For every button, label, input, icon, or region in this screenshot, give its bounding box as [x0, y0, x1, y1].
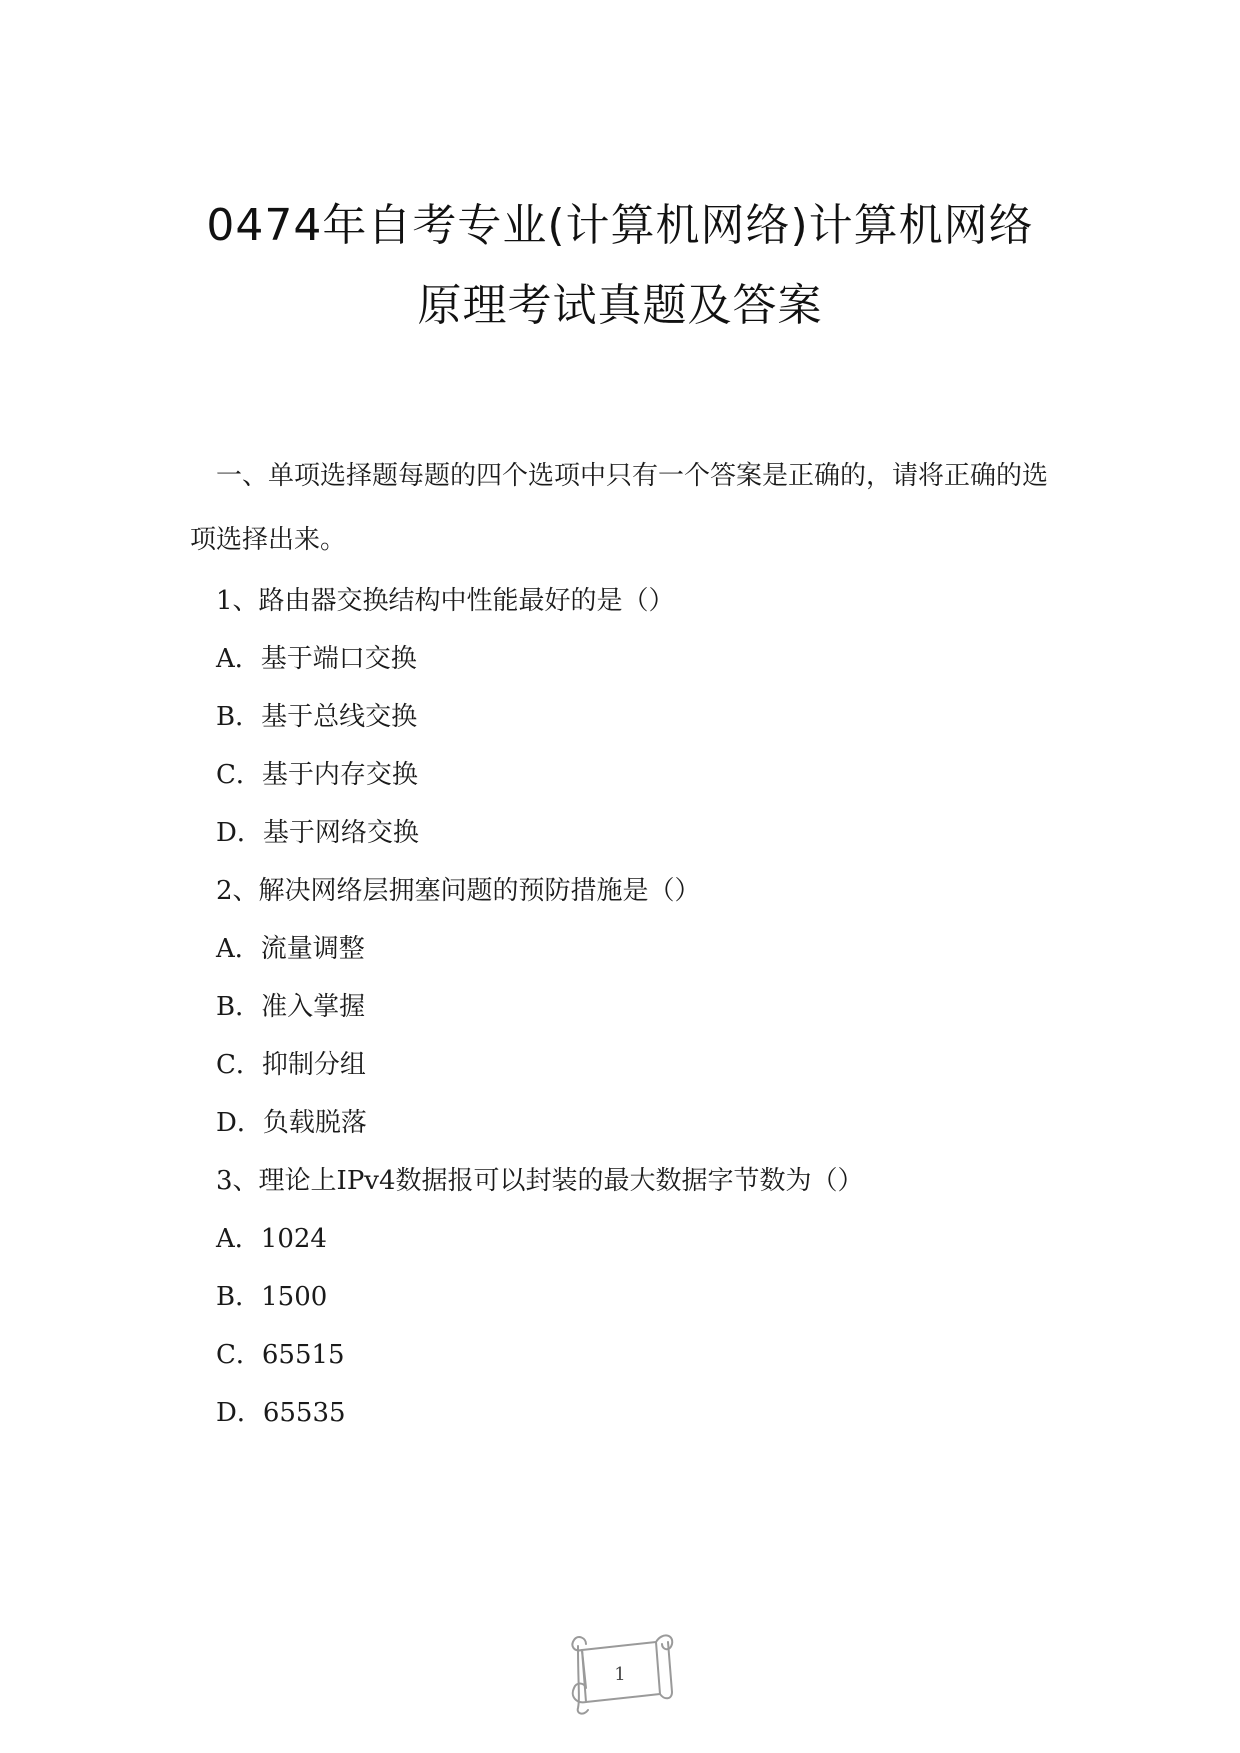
question-1-option-d: D．基于网络交换: [216, 818, 419, 848]
question-3-option-d: D．65535: [216, 1398, 346, 1428]
page-footer: [564, 1624, 676, 1716]
section-instructions: 一、单项选择题每题的四个选项中只有一个答案是正确的，请将正确的选项选择出来。: [190, 461, 1049, 555]
question-3-stem: 3、理论上IPv4数据报可以封装的最大数据字节数为（）: [216, 1166, 864, 1196]
question-1-option-b: B．基于总线交换: [216, 702, 418, 732]
question-1-option-a: A．基于端口交换: [216, 644, 417, 674]
document-title-line-2: 原理考试真题及答案: [417, 280, 823, 331]
question-2-option-d: D．负载脱落: [216, 1108, 367, 1138]
document-title-line-1: 0474年自考专业(计算机网络)计算机网络: [206, 200, 1034, 251]
question-1-option-c: C．基于内存交换: [216, 760, 418, 790]
question-3-option-b: B．1500: [216, 1282, 328, 1312]
question-2-option-c: C．抑制分组: [216, 1050, 366, 1080]
question-3-option-c: C．65515: [216, 1340, 345, 1370]
page-number: 1: [614, 1664, 626, 1685]
question-2-stem: 2、解决网络层拥塞问题的预防措施是（）: [216, 876, 701, 906]
question-2-option-a: A．流量调整: [216, 934, 365, 964]
question-1-stem: 1、路由器交换结构中性能最好的是（）: [216, 586, 675, 616]
question-3-option-a: A．1024: [216, 1224, 327, 1254]
question-2-option-b: B．准入掌握: [216, 992, 366, 1022]
